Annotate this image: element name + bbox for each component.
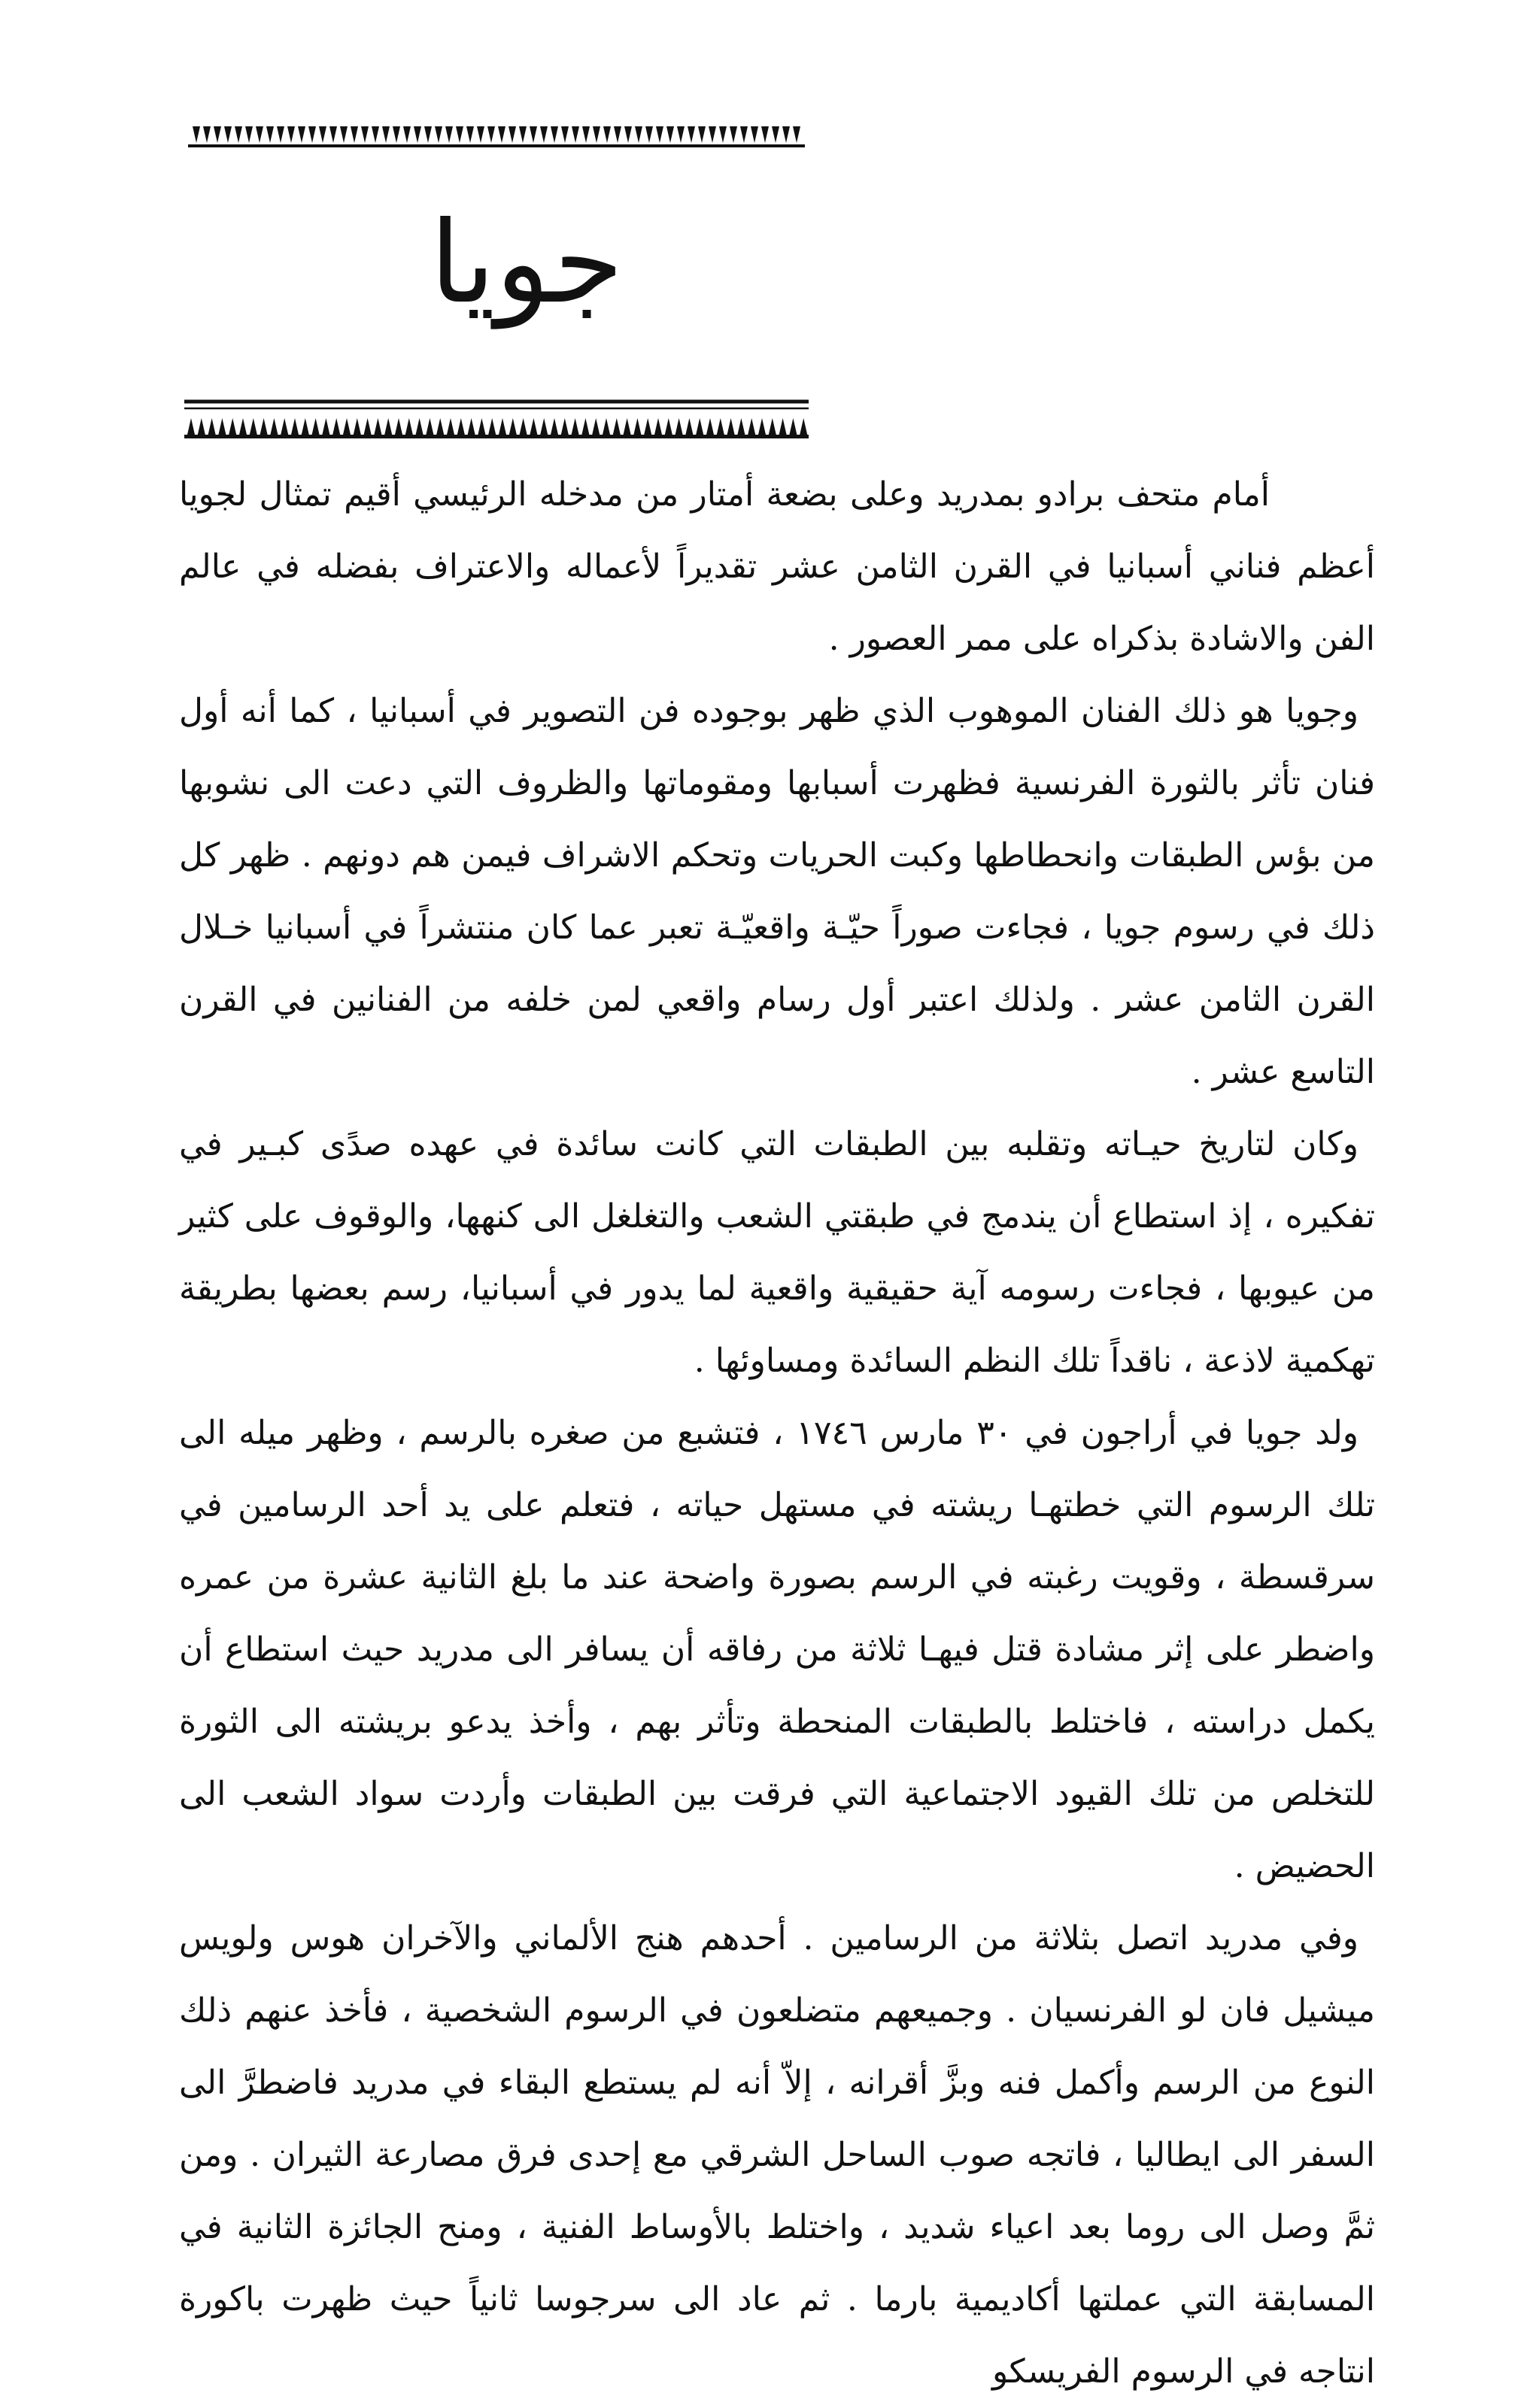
ornament-motif [677,126,685,143]
ornament-motif [727,418,735,435]
ornament-motif [456,126,463,143]
ornament-motif [593,126,600,143]
ornament-motif [214,126,221,143]
ornament-motif [758,418,766,435]
ornament-motif [329,126,337,143]
ornament-motif [561,126,569,143]
ornament-motif [592,418,600,435]
ornament-motif [561,418,569,435]
ornament-motif [779,418,787,435]
ornament-motif [416,418,424,435]
ornament-motif [740,126,748,143]
ornament-motif [436,418,444,435]
ornament-motif [405,418,413,435]
ornament-motif [614,126,621,143]
ornament-motif [445,126,453,143]
ornament-motif [789,418,797,435]
paragraph-1: أمام متحف برادو بمدريد وعلى بضعة أمتار من مدخله الرئيسي أقيم تمثال لجويا أعظم فناني أسبانيا في القرن الثامن عشر تقديراً لأعماله والاعتراف بفضله في عالم الفن والاشادة بذكراه على ممر العصور . [179,475,1375,658]
paragraph-2: وجويا هو ذلك الفنان الموهوب الذي ظهر بوجوده فن التصوير في أسبانيا ، كما أنه أول فنان تأثر بالثورة الفرنسية فظهرت أسبابها ومقوماتها والظروف التي دعت الى نشوبها من بؤس الطبقات وانحطاطها وكبت الحريات وتحكم الاشراف فيمن هم دونهم . ظهر كل ذلك في رسوم جويا ، فجاءت صوراً حيّـة واقعيّـة تعبر عما كان منتشراً في أسبانيا خـلال القرن الثامن عشر . ولذلك اعتبر أول رسام واقعي لمن خلفه من الفنانين في القرن التاسع عشر . [179,692,1376,1091]
ornament-motif [572,126,579,143]
ornament-motif [340,126,348,143]
ornament-motif [270,418,278,435]
ornament-motif [748,418,755,435]
ornament-motif [351,126,358,143]
ornament-motif [291,418,299,435]
ornament-motif [250,418,257,435]
ornament-motif [603,418,610,435]
ornament-motif [730,126,737,143]
bottom-ornament [184,397,809,441]
ornament-motif [203,126,211,143]
ornament-motif [260,418,268,435]
ornament-motif [666,126,674,143]
ornament-motif [302,418,309,435]
top-ornament-chain [188,126,805,147]
ornament-motif [414,126,421,143]
ornament-motif [769,418,776,435]
ornament-base-rule [188,144,805,147]
ornament-motif [478,418,485,435]
ornament-motif [665,418,672,435]
ornament-motif [530,126,537,143]
ornament-motif [499,418,506,435]
ornament-motif [551,418,558,435]
ornament-motif [509,126,516,143]
ornament-motif [229,418,236,435]
ornament-motif [540,418,548,435]
ornament-motif [572,418,579,435]
ornament-motif [374,418,381,435]
ornament-motif [426,418,433,435]
ornament-motif [761,126,769,143]
ornament-motif [187,418,195,435]
ornament-motif [719,126,727,143]
ornament-motif [603,126,611,143]
page-title: جويا [430,198,624,329]
ornament-motif [256,126,263,143]
ornament-motif [208,418,216,435]
ornament-motif [551,126,558,143]
ornament-motif [624,126,632,143]
ornament-motif [308,126,316,143]
ornament-motif [403,126,411,143]
ornament-motif [332,418,340,435]
ornament-motif [685,418,693,435]
ornament-motif [224,126,232,143]
ornament-motif [322,418,329,435]
ornament-motif [613,418,621,435]
ornament-motif [235,126,242,143]
ornament-motif [793,126,800,143]
ornament-motif [382,126,390,143]
ornament-motif [384,418,392,435]
ornament-motif [343,418,351,435]
paragraph-3: وكان لتاريخ حيـاته وتقلبه بين الطبقات التي كانت سائدة في عهده صدًى كبـير في تفكيره ، إذ استطاع أن يندمج في طبقتي الشعب والتغلغل الى كنهها، والوقوف على كثير من عيوبها ، فجاءت رسومه آية حقيقية واقعية لما يدور في أسبانيا، رسم بعضها بطريقة تهكمية لاذعة ، ناقداً تلك النظم السائدة ومساوئها . [179,1125,1375,1380]
top-ornament [188,120,805,152]
ornament-motif [354,418,361,435]
ornament-motif [447,418,454,435]
paragraph-5: وفي مدريد اتصل بثلاثة من الرسامين . أحدهم هنج الألماني والآخران هوس ولويس ميشيل فان لو الفرنسيان . وجميعهم متضلعون في الرسوم الشخصية ، فأخذ عنهم ذلك النوع من الرسم وأكمل فنه وبزَّ أقرانه ، إلاّ أنه لم يستطع البقاء في مدريد فاضطرَّ الى السفر الى ايطاليا ، فاتجه صوب الساحل الشرقي مع إحدى فرق مصارعة الثيران . ومن ثمَّ وصل الى روما بعد اعياء شديد ، واختلط بالأوساط الفنية ، ومنح الجائزة الثانية في المسابقة التي عملتها أكاديمية بارما . ثم عاد الى سرجوسا ثانياً حيث ظهرت باكورة انتاجه في الرسوم الفريسكو [179,1919,1375,2391]
ornament-motif [688,126,695,143]
ornament-motif [457,418,465,435]
ornament-motif [737,418,745,435]
ornament-motif [393,126,400,143]
ornament-motif [800,418,807,435]
ornament-motif [644,418,651,435]
ornament-base-rule [184,435,809,438]
ornament-motif [582,126,590,143]
ornament-motif [319,126,326,143]
ornament-motif [218,418,226,435]
ornament-motif [530,418,537,435]
ornament-motif [287,126,295,143]
ornament-motif [633,418,641,435]
ornament-motif [372,126,379,143]
ornament-motif [198,418,205,435]
ornament-motif [245,126,253,143]
ornament-motif [477,126,484,143]
ornament-motif [277,126,284,143]
ornament-motif [395,418,402,435]
ornament-motif [656,126,663,143]
ornament-motif [675,418,683,435]
ornament-motif [466,126,474,143]
ornament-motif [751,126,758,143]
ornament-motif [364,418,372,435]
ornament-motif [540,126,548,143]
ornament-motif [696,418,703,435]
ornament-motif [424,126,432,143]
ornament-motif [266,126,274,143]
ornament-motif [520,418,527,435]
ornament-motif [468,418,475,435]
ornament-motif [298,126,305,143]
ornament-motif [654,418,662,435]
ornament-motif [509,418,517,435]
paragraph-4: ولد جويا في أراجون في ٣٠ مارس ١٧٤٦ ، فتشبع من صغره بالرسم ، وظهر ميله الى تلك الرسوم التي خطتهـا ريشته في مستهل حياته ، فتعلم على يد أحد الرسامين في سرقسطة ، وقويت رغبته في الرسم بصورة واضحة عند ما بلغ الثانية عشرة من عمره واضطر على إثر مشادة قتل فيهـا ثلاثة من رفاقه أن يسافر الى مدريد حيث استطاع أن يكمل دراسته ، فاختلط بالطبقات المنحطة وتأثر بهم ، وأخذ يدعو بريشته الى الثورة للتخلص من تلك القيود الاجتماعية التي فرقت بين الطبقات وأردت سواد الشعب الى الحضيض . [179,1414,1375,1885]
ornament-motif [645,126,653,143]
ornament-motif [772,126,779,143]
ornament-motif [519,126,527,143]
ornament-motif [717,418,724,435]
ornament-motif [498,126,505,143]
ornament-motif [709,126,716,143]
ornament-motif [624,418,631,435]
ornament-motif [312,418,320,435]
ornament-motif [435,126,442,143]
ornament-motif [782,126,790,143]
ornament-motif [361,126,369,143]
ornament-motif [635,126,642,143]
bottom-ornament-chain [184,418,809,438]
ornament-motif [281,418,288,435]
ornament-motif [581,418,589,435]
ornament-motif [698,126,706,143]
ornament-motif [239,418,247,435]
ornament-motif [488,418,496,435]
ornament-motif [706,418,714,435]
article-body [179,459,1376,2391]
ornament-motif [487,126,495,143]
ornament-motif [193,126,200,143]
